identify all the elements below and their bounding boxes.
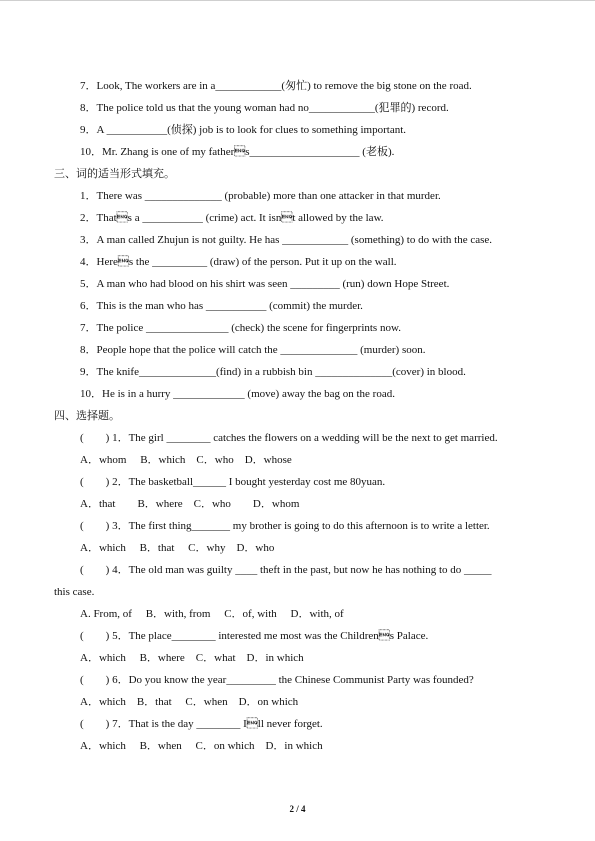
vocab-question-8: 8．The police told us that the young woman had no____________(犯罪的) record. [80,102,449,114]
choice-question-5: ( ) 5．The place________ interested me most was the Childrens Palace. [80,630,429,642]
choice-options-6: A．which B．that C．when D．on which [80,696,299,708]
form-question-8: 8．People hope that the police will catch the ______________ (murder) soon. [80,344,426,356]
form-question-1: 1．There was ______________ (probable) more than one attacker in that murder. [80,190,441,202]
section-4-heading: 四、选择题。 [54,410,120,422]
form-question-3: 3．A man called Zhujun is not guilty. He has ____________ (something) to do with the case. [80,234,493,246]
choice-question-2: ( ) 2．The basketball______ I bought yesterday cost me 80yuan. [80,476,386,488]
choice-options-5: A．which B．where C．what D．in which [80,652,304,664]
vocab-question-10: 10．Mr. Zhang is one of my fathers____________________ (老板). [80,146,395,158]
choice-options-1: A．whom B．which C．who D．whose [80,454,292,466]
form-question-6: 6．This is the man who has ___________ (commit) the murder. [80,300,363,312]
page-number: 2 / 4 [289,804,306,814]
form-question-4: 4．Heres the __________ (draw) of the person. Put it up on the wall. [80,256,397,268]
choice-question-6: ( ) 6．Do you know the year_________ the Chinese Communist Party was founded? [80,674,474,686]
choice-options-4: A. From, of B．with, from C．of, with D．with, of [80,608,344,620]
choice-options-2: A．that B．where C．who D．whom [80,498,300,510]
form-question-2: 2．Thats a ___________ (crime) act. It isnt allowed by the law. [80,212,384,224]
page-top-rule [0,0,595,1]
choice-question-3: ( ) 3．The first thing_______ my brother is going to do this afternoon is to write a letter. [80,520,490,532]
vocab-question-9: 9．A ___________(侦探) job is to look for clues to something important. [80,124,407,136]
choice-options-3: A．which B．that C．why D．who [80,542,275,554]
form-question-9: 9．The knife______________(find) in a rubbish bin ______________(cover) in blood. [80,366,466,378]
choice-question-7: ( ) 7．That is the day ________ Ill never forget. [80,718,323,730]
choice-question-4-continued: this case. [54,586,95,598]
form-question-7: 7．The police _______________ (check) the scene for fingerprints now. [80,322,401,334]
section-3-heading: 三、词的适当形式填充。 [54,168,175,180]
choice-question-1: ( ) 1．The girl ________ catches the flowers on a wedding will be the next to get married. [80,432,498,444]
choice-question-4: ( ) 4．The old man was guilty ____ theft in the past, but now he has nothing to do _____ [80,564,492,576]
form-question-10: 10．He is in a hurry _____________ (move) away the bag on the road. [80,388,395,400]
form-question-5: 5．A man who had blood on his shirt was seen _________ (run) down Hope Street. [80,278,450,290]
vocab-question-7: 7．Look, The workers are in a____________(匆忙) to remove the big stone on the road. [80,80,472,92]
choice-options-7: A．which B．when C．on which D．in which [80,740,323,752]
